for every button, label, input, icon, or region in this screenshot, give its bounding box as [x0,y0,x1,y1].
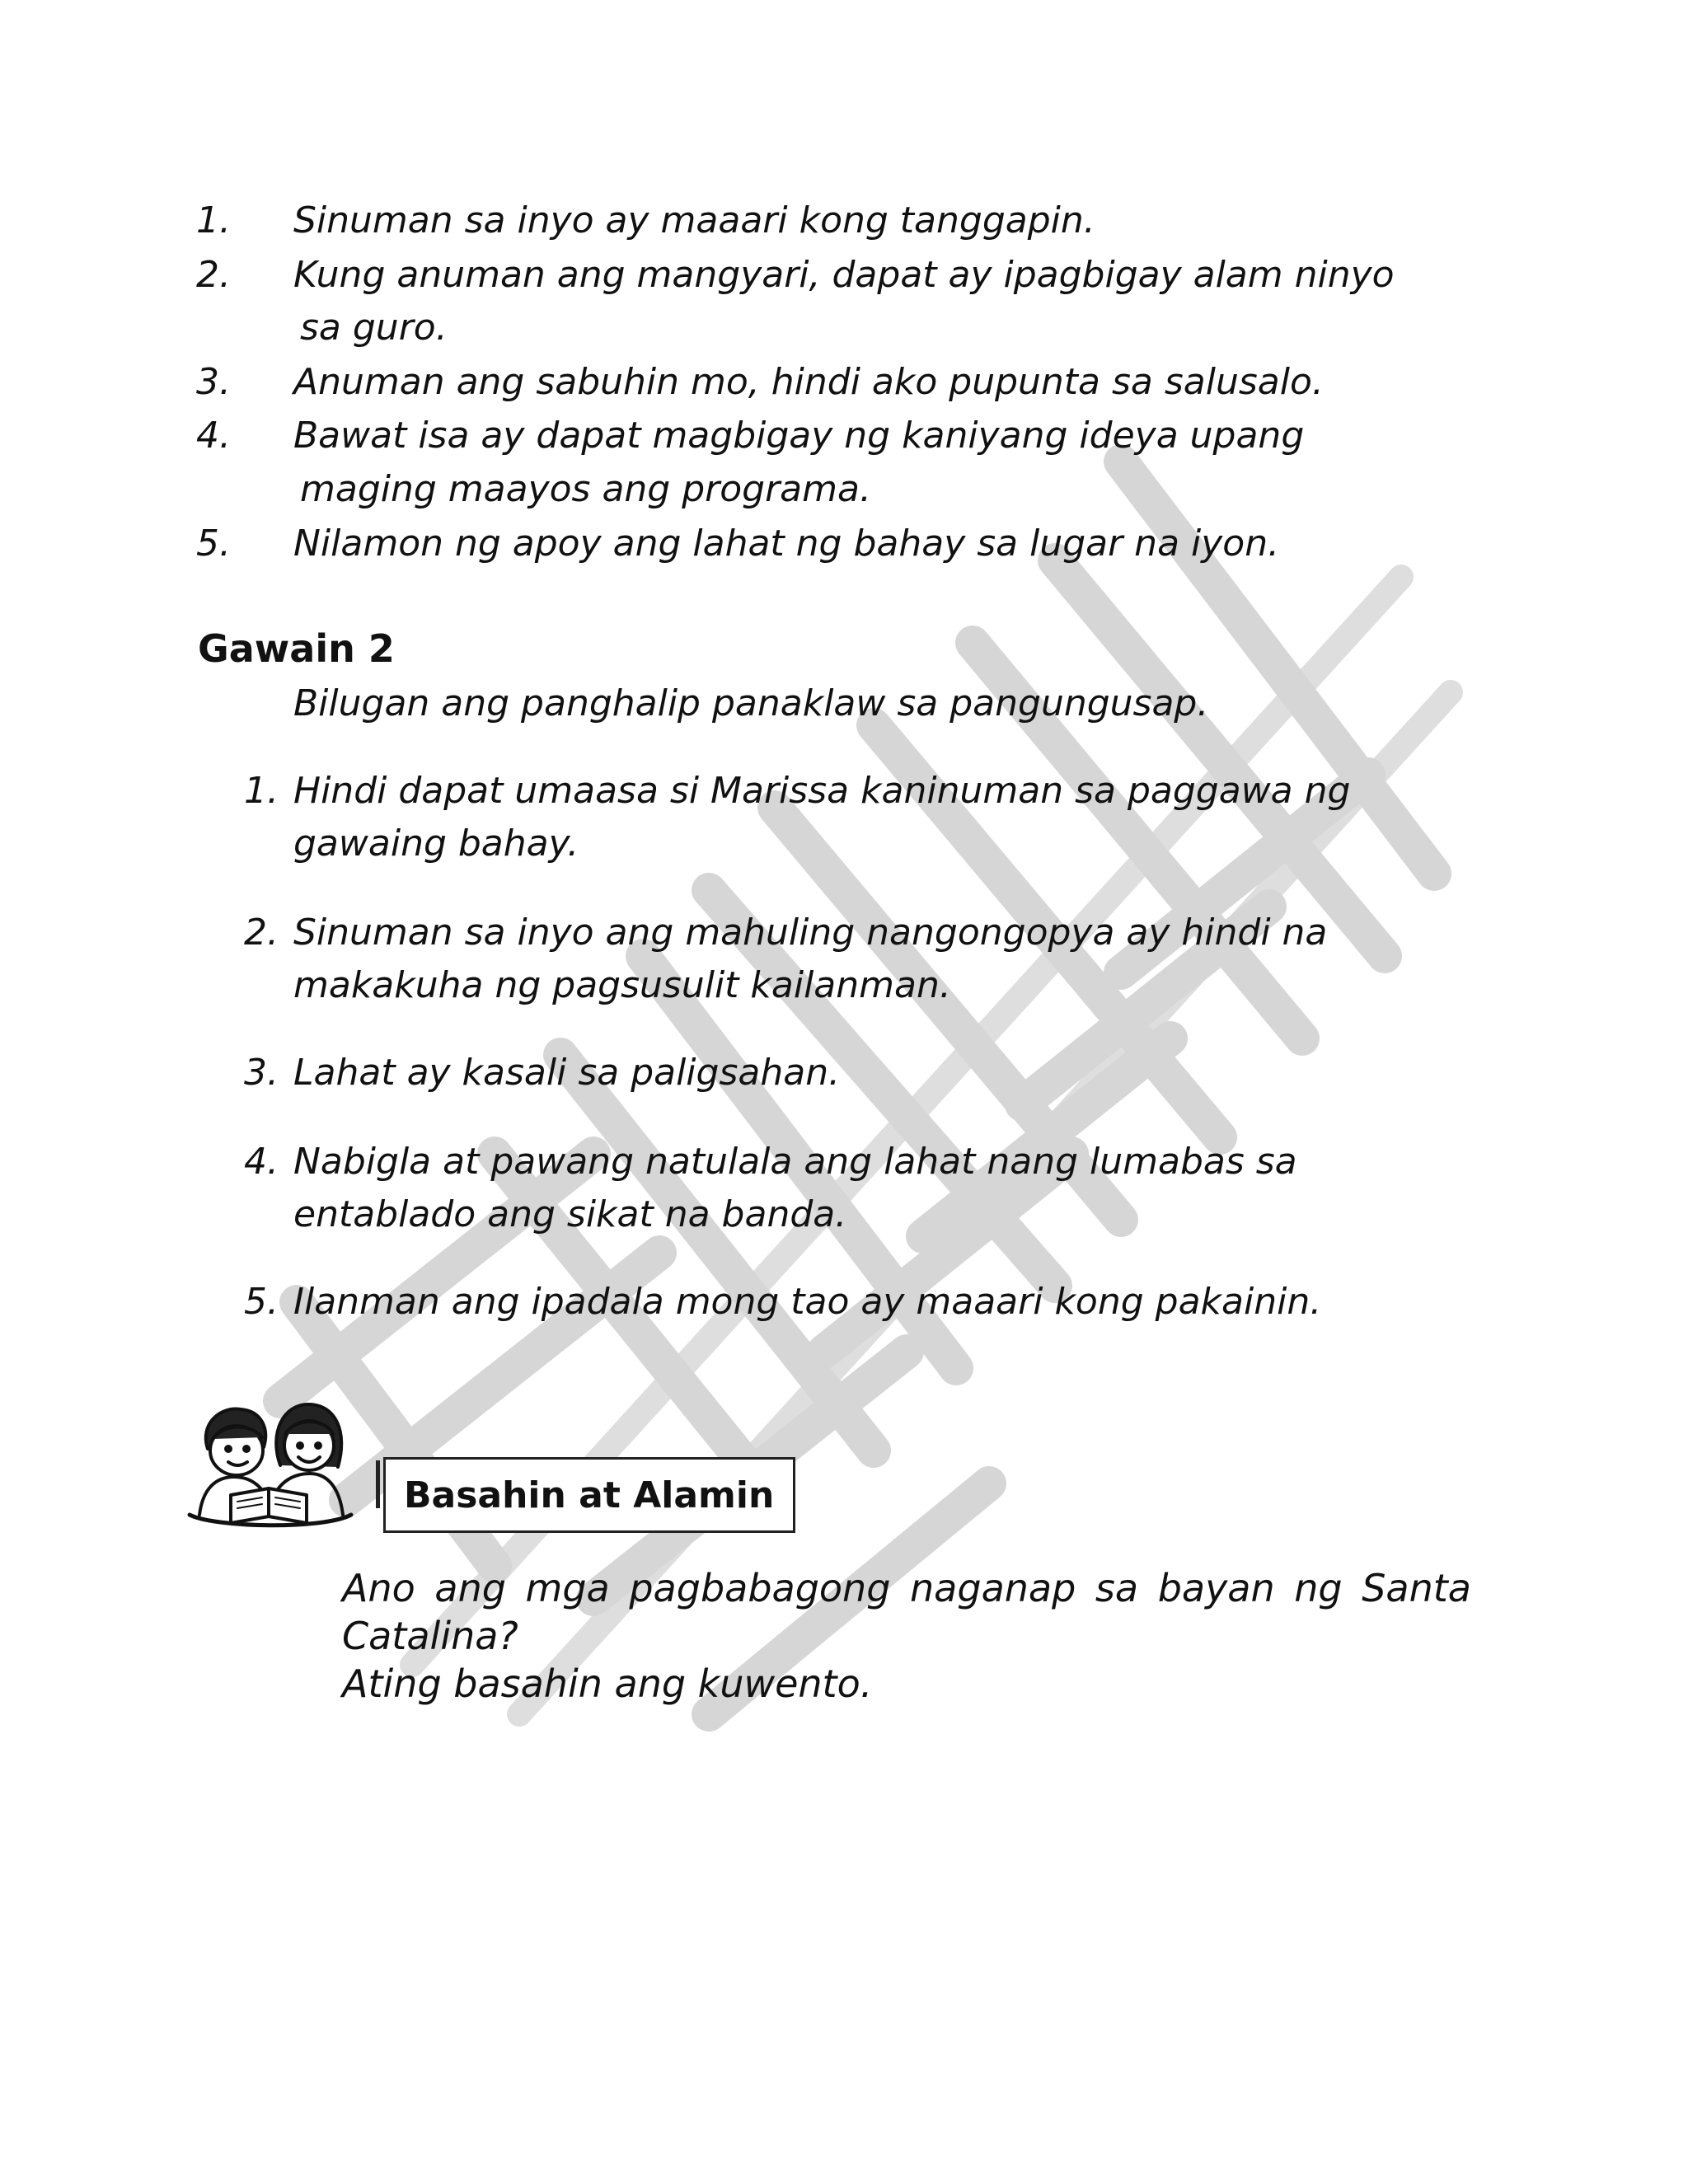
list-item-text-continued: sa guro. [300,307,448,349]
list-item-number: 4. [244,1141,279,1183]
list-item-text: Ilanman ang ipadala mong tao ay maaari kong pakainin. [293,1281,1322,1323]
list-item-number: 4. [196,415,231,457]
list-item-number: 3. [244,1052,279,1094]
box-label: Basahin at Alamin [404,1474,775,1516]
list-item-text: Kung anuman ang mangyari, dapat ay ipagbigay alam ninyo [293,254,1395,296]
question-line-2: Catalina? [342,1614,518,1658]
basahin-at-alamin-box [383,1457,795,1533]
list-item-number: 5. [196,523,231,565]
list-item-number: 3. [196,361,231,403]
list-item-number: 5. [244,1281,279,1323]
list-item-text: Sinuman sa inyo ang mahuling nangongopya ay hindi na [293,912,1328,954]
list-item-text: Hindi dapat umaasa si Marissa kaninuman sa paggawa ng [293,770,1351,812]
list-item-number: 1. [196,199,231,241]
list-item-number: 2. [196,254,231,296]
list-item-number: 2. [244,912,279,954]
list-item-text-continued: maging maayos ang programa. [300,468,871,510]
list-item-text: Bawat isa ay dapat magbigay ng kaniyang ideya upang [293,415,1305,457]
box-tick-mark [376,1460,380,1508]
kids-reading-icon [183,1391,356,1531]
list-item-text: Nabigla at pawang natulala ang lahat nang lumabas sa [293,1141,1297,1183]
list-item-text-continued: entablado ang sikat na banda. [293,1193,847,1235]
list-item-text: Sinuman sa inyo ay maaari kong tanggapin. [293,199,1095,241]
followup-text: Ating basahin ang kuwento. [342,1661,873,1706]
instruction-text: Bilugan ang panghalip panaklaw sa pangungusap. [293,682,1209,724]
question-line-1: Ano ang mga pagbabagong naganap sa bayan ng Santa [342,1566,1471,1610]
list-item-text: Anuman ang sabuhin mo, hindi ako pupunta sa salusalo. [293,361,1324,403]
list-item-text-continued: gawaing bahay. [293,823,579,865]
list-item-number: 1. [244,770,279,812]
list-item-text: Lahat ay kasali sa paligsahan. [293,1052,841,1094]
list-item-text-continued: makakuha ng pagsusulit kailanman. [293,964,951,1006]
section-heading: Gawain 2 [198,626,395,671]
list-item-text: Nilamon ng apoy ang lahat ng bahay sa lugar na iyon. [293,523,1280,565]
